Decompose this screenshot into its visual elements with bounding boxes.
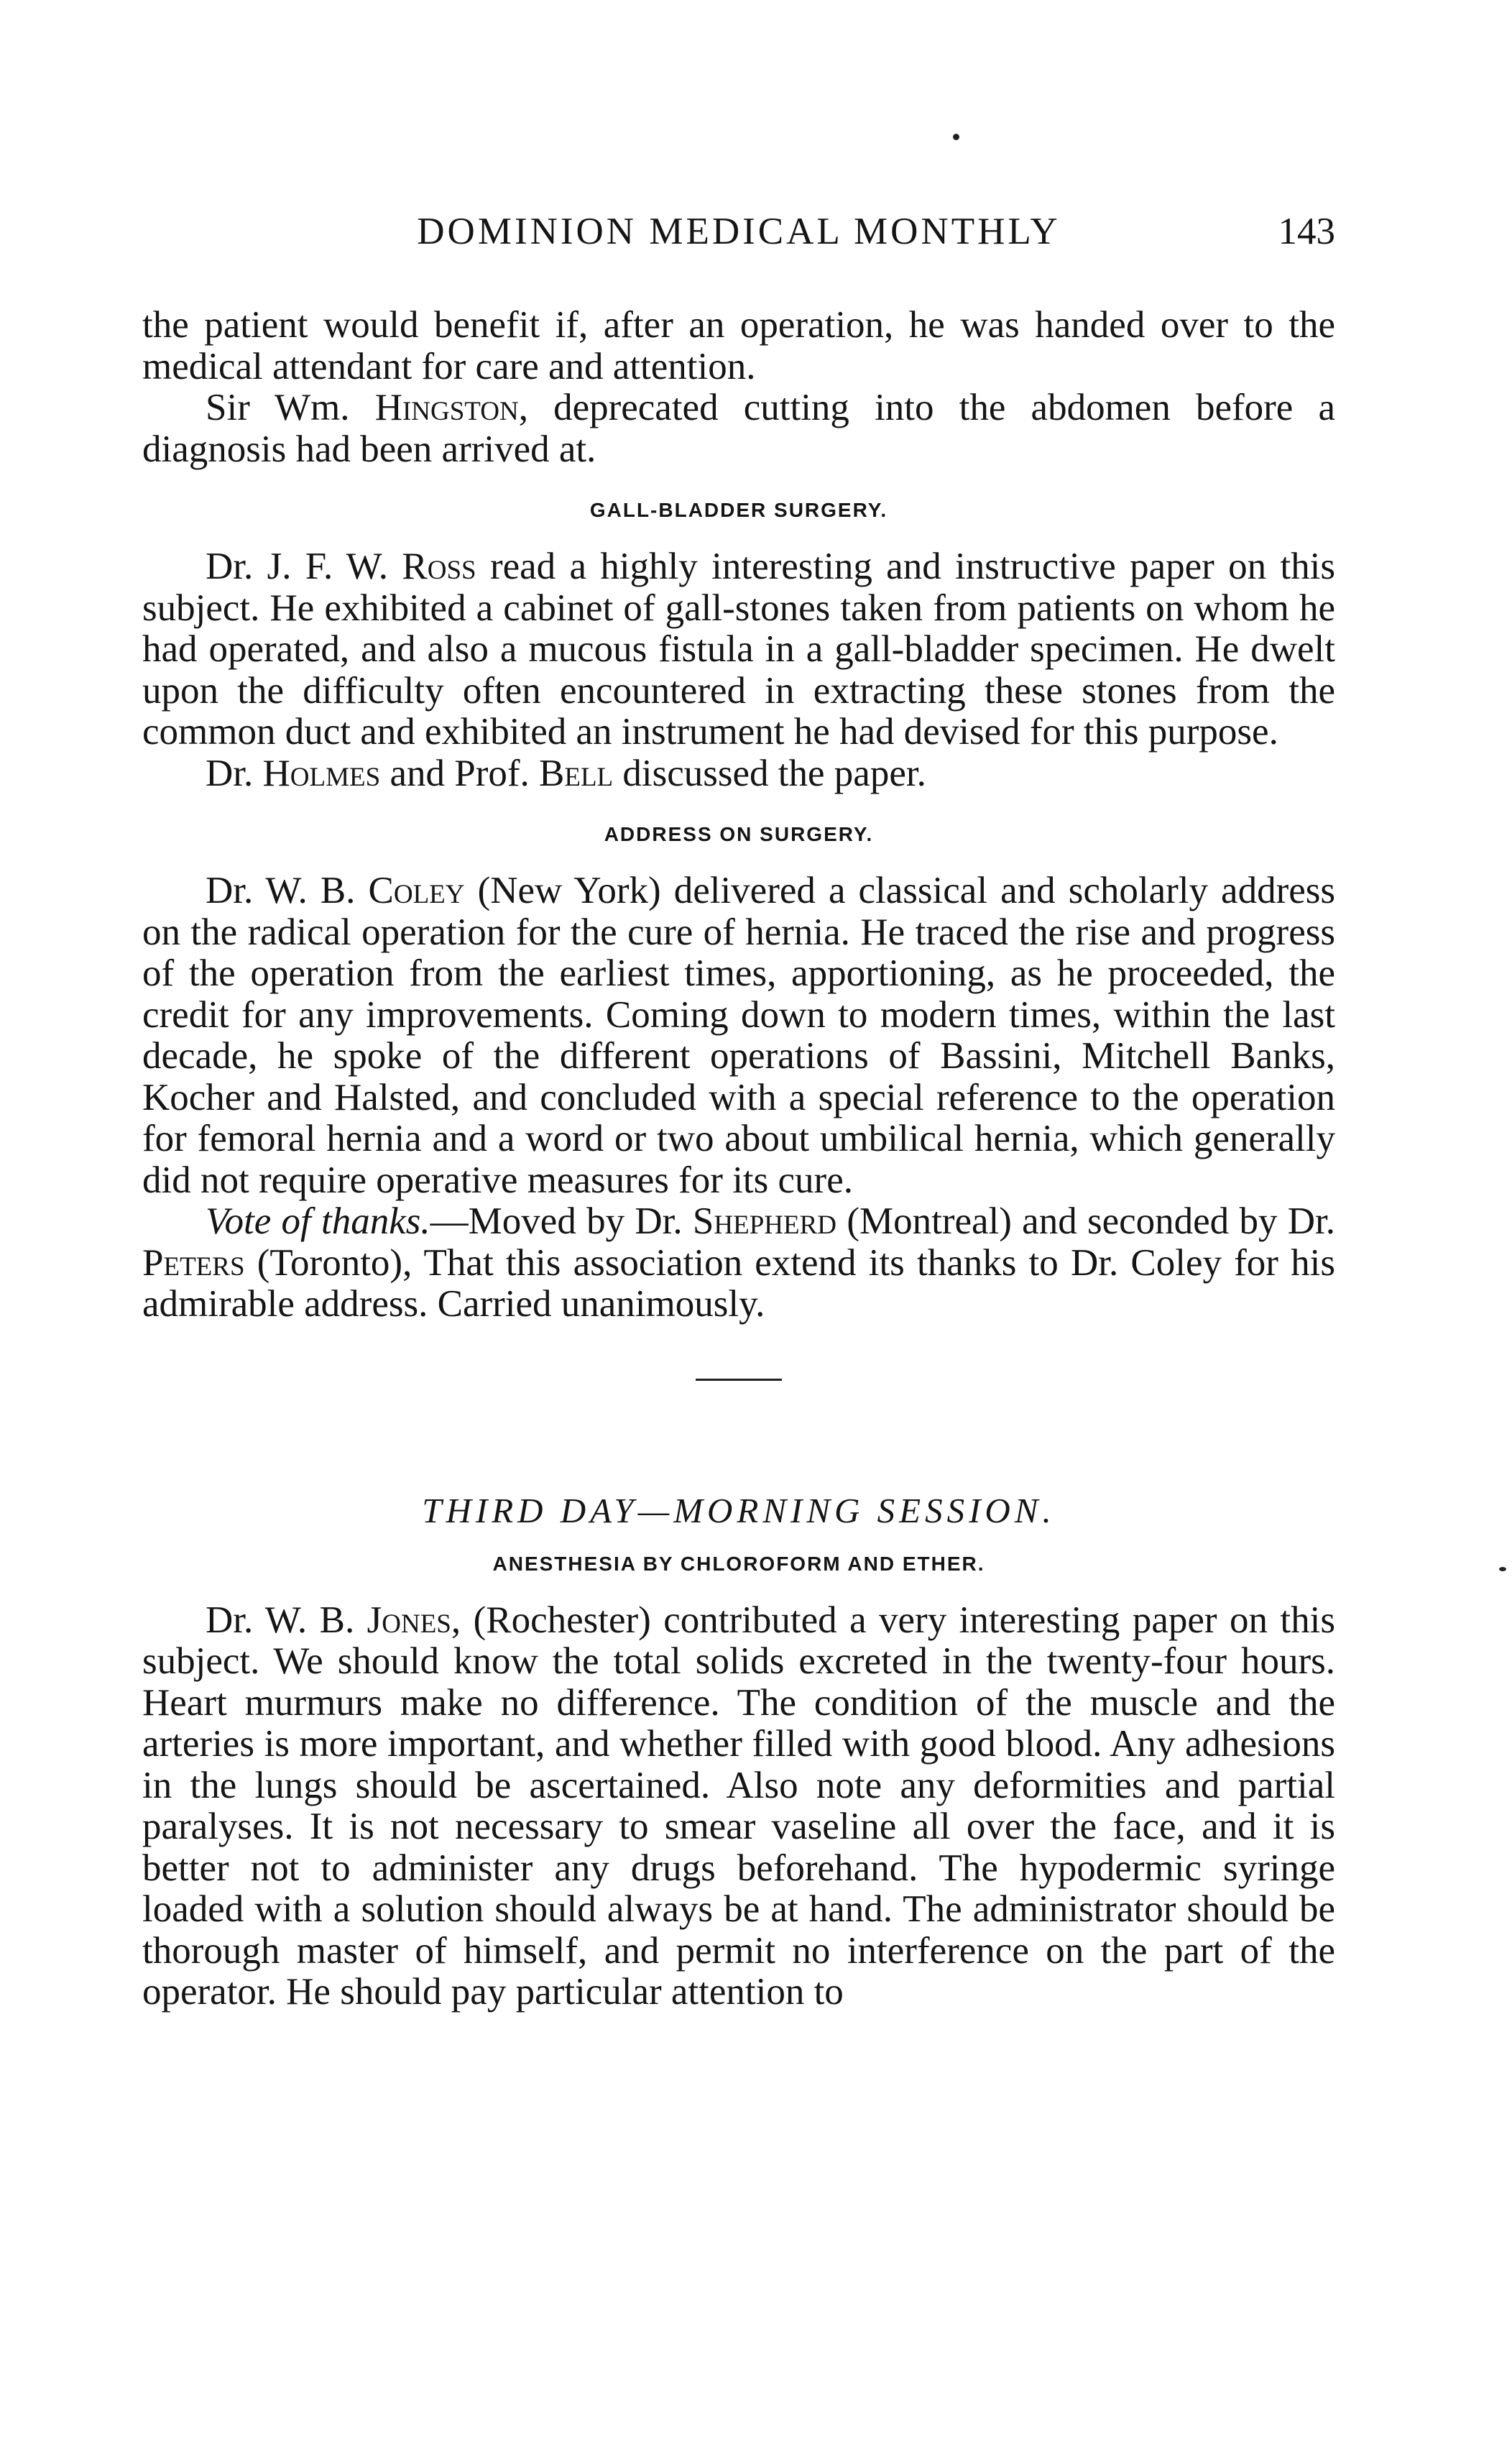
print-speck xyxy=(1499,1567,1506,1571)
paragraph: Dr. W. B. Coley (New York) delivered a classical and scholarly address on the radical operation for the cure of hernia. He traced the rise and progress of the operation from the earliest times, apportioning, as he proceeded, the credit for any improvements. Coming down to modern times, within the last decade, he spoke of the different operations of Bassini, Mitchell Banks, Kocher and Halsted, and concluded with a special reference to the operation for femoral hernia and a word or two about umbilical hernia, which generally did not require operative measures for its cure. xyxy=(142,870,1335,1201)
person-name: Coley xyxy=(368,870,465,911)
session-title: THIRD DAY—MORNING SESSION. xyxy=(422,1490,1056,1530)
person-name: Jones xyxy=(367,1599,451,1641)
paragraph: Dr. J. F. W. Ross read a highly interesting and instructive paper on this subject. He exhibited a cabinet of gall-stones taken from patients on whom he had operated, and also a mucous fistula in a gall-bladder specimen. He dwelt upon the difficulty often encountered in extracting these stones from the common duct and exhibited an instrument he had devised for this purpose. xyxy=(142,546,1336,753)
italic-lead: Vote of thanks. xyxy=(206,1200,430,1242)
person-name: Holmes xyxy=(262,752,381,794)
section-divider xyxy=(696,1379,782,1381)
person-name: Peters xyxy=(142,1241,245,1284)
running-head xyxy=(142,210,1335,275)
paragraph: Vote of thanks.—Moved by Dr. Shepherd (Montreal) and seconded by Dr. Peters (Toronto), That this association extend its thanks to Dr. Coley for his admirable address. Carried unanimously. xyxy=(142,1200,1335,1325)
paragraph: Dr. W. B. Jones, (Rochester) contributed a very interesting paper on this subject. We should know the total solids excreted in the twenty-four hours. Heart murmurs make no difference. The condition of the muscle and the arteries is more important, and whether filled with good blood. Any adhesions in the lungs should be ascertained. Also note any deformities and partial paralyses. It is not necessary to smear vaseline all over the face, and it is better not to administer any drugs beforehand. The hypodermic syringe loaded with a solution should always be at hand. The administrator should be thorough master of himself, and permit no interference on the part of the operator. He should pay particular attention to xyxy=(142,1599,1335,2013)
person-name: Hingston xyxy=(374,387,519,428)
journal-title: DOMINION MEDICAL MONTHLY xyxy=(417,211,1061,252)
section-heading: GALL-BLADDER SURGERY. xyxy=(589,499,888,521)
section-heading: ADDRESS ON SURGERY. xyxy=(604,823,874,845)
paragraph: Sir Wm. Hingston, deprecated cutting into the abdomen before a diagnosis had been arrived at. xyxy=(142,387,1335,470)
paragraph: Dr. Holmes and Prof. Bell discussed the paper. xyxy=(206,752,926,794)
print-speck xyxy=(953,134,959,140)
person-name: Bell xyxy=(539,752,614,794)
section-heading: ANESTHESIA BY CHLOROFORM AND ETHER. xyxy=(492,1552,985,1575)
page-number: 143 xyxy=(1278,211,1335,252)
body-text xyxy=(142,305,1335,2013)
paragraph: the patient would benefit if, after an operation, he was handed over to the medical attendant for care and attention. xyxy=(142,304,1335,387)
person-name: Ross xyxy=(402,546,476,587)
person-name: Shepherd xyxy=(692,1200,837,1242)
